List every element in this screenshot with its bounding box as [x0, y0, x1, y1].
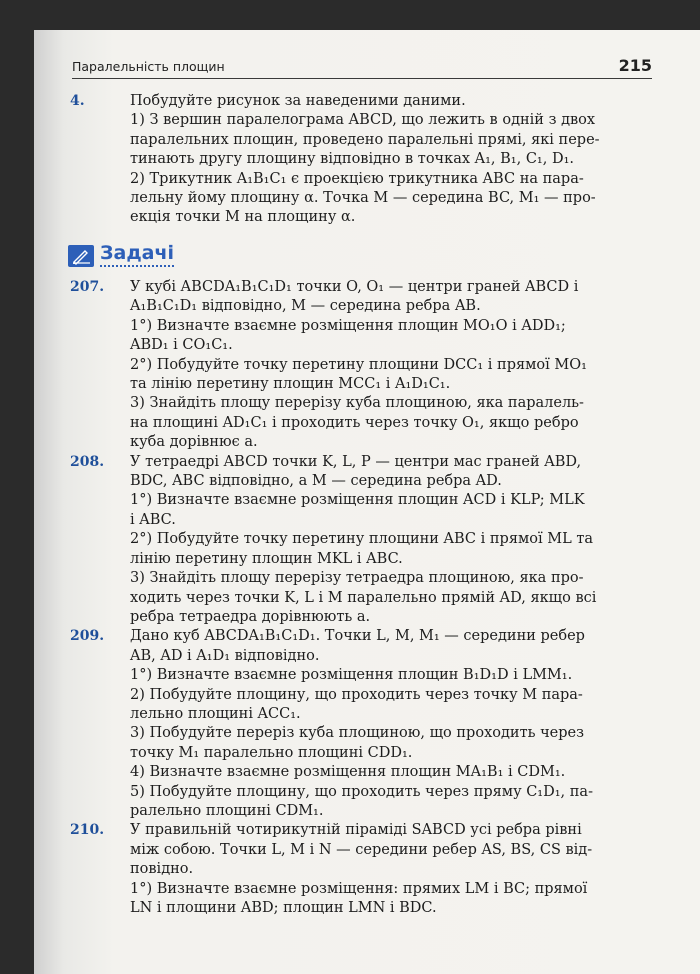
page-number: 215: [618, 56, 652, 75]
text-line: ребра тетраедра дорівнюють a.: [130, 608, 371, 625]
text-line: 2) Побудуйте площину, що проходить через точку M пара-: [130, 686, 583, 703]
text-line: ходить через точки K, L і M паралельно прямій AD, якщо всі: [130, 589, 597, 606]
running-header: [72, 56, 652, 79]
text-line: 4) Визначте взаємне розміщення площин MA₁B₁ і CDM₁.: [130, 764, 566, 781]
task-number: 210.: [70, 822, 105, 839]
text-line: куба дорівнює a.: [130, 434, 258, 451]
text-line: лельну йому площину α. Точка M — середина BC, M₁ — про-: [130, 190, 596, 207]
text-line: 1°) Визначте взаємне розміщення площин MO₁O і ADD₁;: [130, 317, 566, 334]
text-line: повідно.: [130, 861, 194, 878]
text-line: лельно площині ACC₁.: [130, 705, 301, 722]
text-line: 1°) Визначте взаємне розміщення площин B₁D₁D і LMM₁.: [130, 667, 573, 684]
text-line: У правильній чотирикутній піраміді SABCD усі ребра рівні: [130, 822, 582, 839]
exercise-4: [72, 92, 652, 228]
text-line: ABD₁ і CO₁C₁.: [130, 337, 233, 354]
text-line: 1°) Визначте взаємне розміщення площин ACD і KLP; MLK: [130, 492, 585, 509]
text-line: лінію перетину площин MKL і ABC.: [130, 550, 403, 567]
text-line: 2°) Побудуйте точку перетину площини ABC і прямої ML та: [130, 531, 593, 548]
text-line: Побудуйте рисунок за наведеними даними.: [130, 93, 466, 109]
task-207: [72, 278, 652, 453]
text-line: 2) Трикутник A₁B₁C₁ є проекцією трикутника ABC на пара-: [130, 170, 584, 187]
task-list: [72, 278, 652, 918]
text-line: Дано куб ABCDA₁B₁C₁D₁. Точки L, M, M₁ — середини ребер: [130, 628, 585, 645]
task-209: [72, 627, 652, 821]
task-number: 207.: [70, 279, 105, 295]
text-line: паралельних площин, проведено паралельні прямі, які пере-: [130, 131, 600, 148]
text-line: тинають другу площину відповідно в точках A₁, B₁, C₁, D₁.: [130, 151, 574, 168]
text-line: LN і площини ABD; площин LMN і BDC.: [130, 900, 437, 916]
text-line: та лінію перетину площин MCC₁ і A₁D₁C₁.: [130, 376, 451, 393]
text-line: і ABC.: [130, 511, 176, 528]
text-line: 2°) Побудуйте точку перетину площини DCC₁ і прямої MO₁: [130, 356, 587, 373]
task-208: [72, 453, 652, 628]
text-line: AB, AD і A₁D₁ відповідно.: [130, 647, 320, 664]
section-heading: [68, 242, 198, 270]
header-title: Паралельність площин: [72, 59, 225, 74]
text-line: на площині AD₁C₁ і проходить через точку O₁, якщо ребро: [130, 414, 579, 431]
text-line: екція точки M на площину α.: [130, 209, 356, 226]
text-line: 5) Побудуйте площину, що проходить через пряму C₁D₁, па-: [130, 783, 593, 800]
text-line: 1) З вершин паралелограма ABCD, що лежить в одній з двох: [130, 112, 596, 129]
text-line: У тетраедрі ABCD точки K, L, P — центри мас граней ABD,: [130, 453, 582, 470]
exercise-number: 4.: [70, 93, 85, 109]
book-page: [34, 30, 700, 974]
exercise-body: [130, 92, 652, 228]
text-line: 3) Знайдіть площу перерізу тетраедра площиною, яка про-: [130, 570, 584, 587]
text-line: 3) Побудуйте переріз куба площиною, що проходить через: [130, 725, 585, 742]
pencil-icon: [68, 245, 94, 267]
task-number: 209.: [70, 628, 105, 645]
text-line: 1°) Визначте взаємне розміщення: прямих LM і BC; прямої: [130, 880, 588, 897]
text-line: між собою. Точки L, M і N — середини ребер AS, BS, CS від-: [130, 841, 593, 858]
section-title: Задачі: [100, 242, 174, 267]
text-line: точку M₁ паралельно площині CDD₁.: [130, 744, 413, 761]
task-210: [72, 821, 652, 918]
text-line: 3) Знайдіть площу перерізу куба площиною, яка паралель-: [130, 395, 584, 412]
text-line: BDC, ABC відповідно, а M — середина ребра AD.: [130, 473, 502, 490]
task-number: 208.: [70, 453, 105, 470]
text-line: У кубі ABCDA₁B₁C₁D₁ точки O, O₁ — центри граней ABCD і: [130, 279, 579, 295]
text-line: A₁B₁C₁D₁ відповідно, M — середина ребра AB.: [130, 298, 481, 315]
text-line: ралельно площині CDM₁.: [130, 802, 324, 819]
